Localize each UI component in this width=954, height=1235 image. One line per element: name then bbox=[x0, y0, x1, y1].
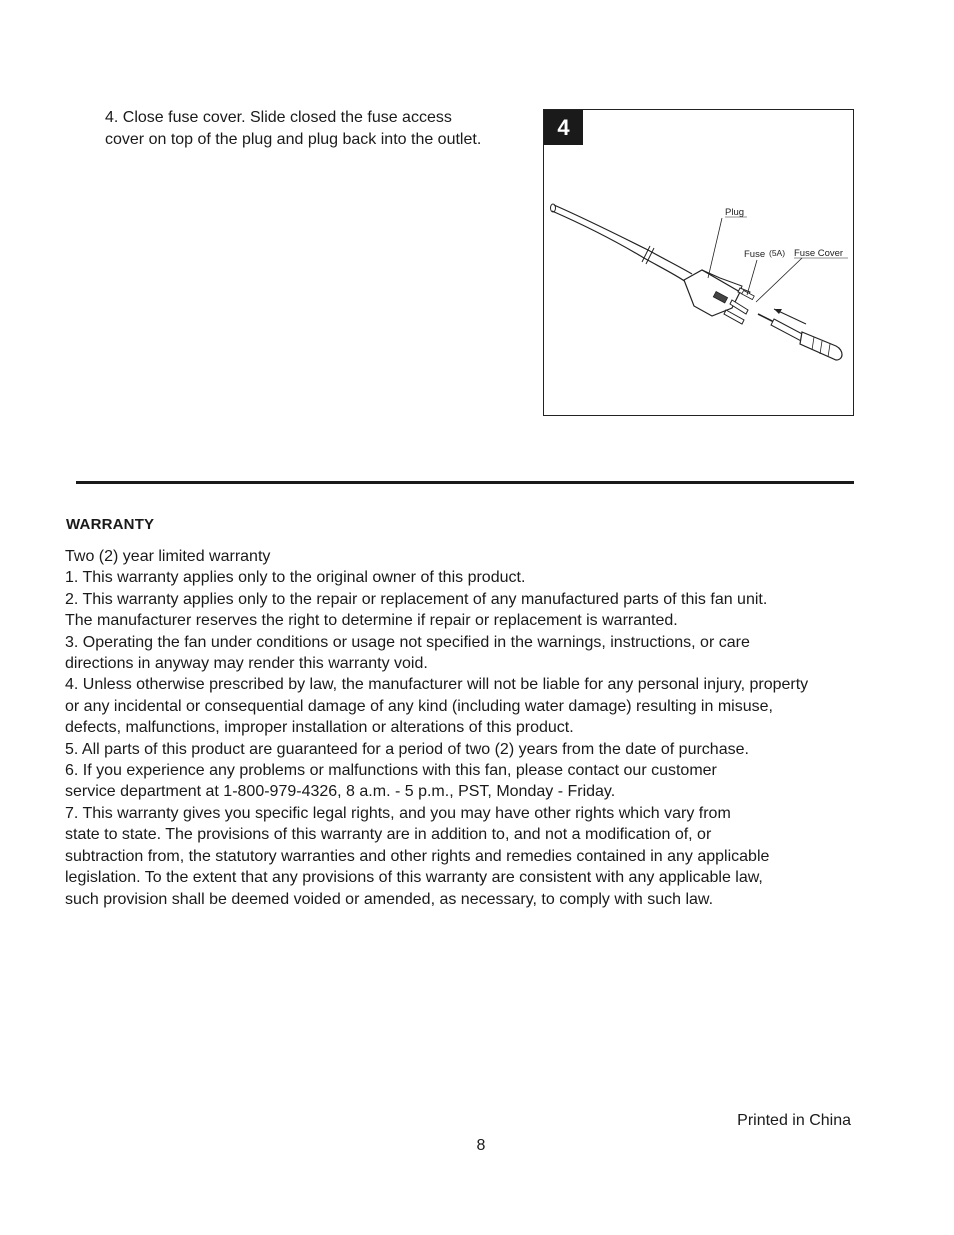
warranty-text bbox=[65, 546, 885, 910]
power-cord bbox=[552, 211, 686, 282]
fuse-leader-line bbox=[747, 260, 757, 295]
warranty-line: directions in anyway may render this warranty void. bbox=[65, 655, 428, 673]
step-4-instructions bbox=[105, 107, 525, 151]
fuse-cover-leader-line bbox=[756, 258, 802, 302]
warranty-line: state to state. The provisions of this warranty are in addition to, and not a modification of, or bbox=[65, 826, 712, 844]
plug-label: Plug bbox=[725, 207, 745, 218]
step-line: cover on top of the plug and plug back into the outlet. bbox=[105, 131, 482, 148]
warranty-line: defects, malfunctions, improper installation or alterations of this product. bbox=[65, 719, 574, 737]
direction-arrowhead bbox=[774, 309, 782, 314]
warranty-line: The manufacturer reserves the right to determine if repair or replacement is warranted. bbox=[65, 612, 678, 630]
warranty-line: or any incidental or consequential damage of any kind (including water damage) resulting in misuse, bbox=[65, 697, 773, 715]
plug-fuse-drawing bbox=[544, 110, 855, 417]
warranty-line: 5. All parts of this product are guaranteed for a period of two (2) years from the date of purchase. bbox=[65, 740, 749, 758]
fuse-cover-label: Fuse Cover bbox=[794, 248, 844, 259]
plug-leader-line bbox=[708, 218, 722, 278]
warranty-line: 7. This warranty gives you specific legal rights, and you may have other rights which vary from bbox=[65, 804, 731, 822]
warranty-line: 2. This warranty applies only to the repair or replacement of any manufactured parts of this fan unit. bbox=[65, 590, 768, 608]
warranty-line: Two (2) year limited warranty bbox=[65, 548, 271, 565]
fuse-label: Fuse bbox=[744, 249, 766, 260]
warranty-line: such provision shall be deemed voided or amended, as necessary, to comply with such law. bbox=[65, 890, 714, 908]
printed-in-note: Printed in China bbox=[737, 1112, 851, 1129]
warranty-line: legislation. To the extent that any provisions of this warranty are consistent with any applicable law, bbox=[65, 869, 763, 887]
warranty-line: service department at 1-800-979-4326, 8 a.m. - 5 p.m., PST, Monday - Friday. bbox=[65, 783, 616, 801]
power-cord bbox=[554, 205, 692, 274]
plug-prong bbox=[724, 310, 744, 324]
section-divider bbox=[76, 481, 854, 484]
step-line: 4. Close fuse cover. Slide closed the fuse access bbox=[105, 109, 452, 126]
warranty-line: 4. Unless otherwise prescribed by law, the manufacturer will not be liable for any personal injury, property bbox=[65, 676, 809, 694]
warranty-line: 6. If you experience any problems or malfunctions with this fan, please contact our customer bbox=[65, 762, 717, 780]
figure-number-badge: 4 bbox=[544, 110, 583, 145]
figure-4-plug-fuse-illustration bbox=[543, 109, 854, 416]
warranty-line: 3. Operating the fan under conditions or usage not specified in the warnings, instructions, or care bbox=[65, 633, 750, 651]
warranty-line: subtraction from, the statutory warranties and other rights and remedies contained in any applicable bbox=[65, 847, 770, 865]
fuse-rating-label: (5A) bbox=[769, 248, 786, 258]
plug-body bbox=[684, 270, 740, 316]
warranty-line: 1. This warranty applies only to the original owner of this product. bbox=[65, 569, 526, 587]
page-number: 8 bbox=[476, 1137, 486, 1154]
warranty-heading: WARRANTY bbox=[66, 516, 155, 533]
